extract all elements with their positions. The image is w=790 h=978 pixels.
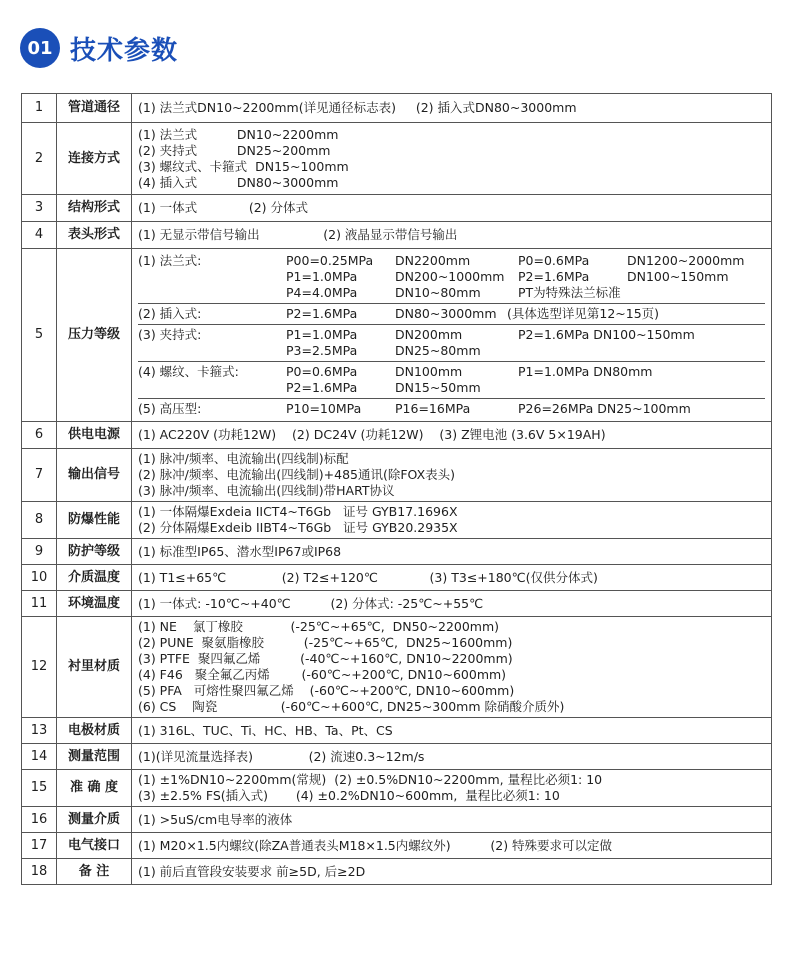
row-value: (1) >5uS/cm电导率的液体: [132, 807, 772, 833]
row-label: 介质温度: [57, 565, 132, 591]
table-row: [22, 222, 772, 249]
table-row: [22, 565, 772, 591]
row-label: 电气接口: [57, 833, 132, 859]
pressure-flange: (1) 法兰式: P00=0.25MPa DN2200mm P0=0.6MPa DN1200~2000mm P1=1.0MPa DN200~1000mm P2=1.6MPa DN100~150mm P4=4.0MPa DN10~80mm PT为特殊法兰标准: [138, 251, 765, 304]
row-value: (1) 法兰式DN10~2200mm(详见通径标志表) (2) 插入式DN80~3000mm: [132, 94, 772, 123]
row-number: 2: [22, 123, 57, 195]
pressure-wafer: (3) 夹持式: P1=1.0MPa DN200mm P2=1.6MPa DN100~150mm P3=2.5MPa DN25~80mm: [138, 325, 765, 362]
row-value: (1) 一体隔爆Exdeia IICT4~T6Gb 证号 GYB17.1696X (2) 分体隔爆Exdeib IIBT4~T6Gb 证号 GYB20.2935X: [132, 502, 772, 539]
table-row: [22, 744, 772, 770]
row-label: 准 确 度: [57, 770, 132, 807]
table-row: [22, 859, 772, 885]
row-label: 结构形式: [57, 195, 132, 222]
row-label: 输出信号: [57, 449, 132, 502]
section-title: 技术参数: [70, 35, 179, 66]
row-label: 供电电源: [57, 422, 132, 449]
section-number-badge: 01: [20, 28, 60, 68]
row-number: 17: [22, 833, 57, 859]
row-number: 1: [22, 94, 57, 123]
table-row: [22, 422, 772, 449]
row-label: 测量介质: [57, 807, 132, 833]
table-row: [22, 617, 772, 718]
row-value: (1) 前后直管段安装要求 前≥5D, 后≥2D: [132, 859, 772, 885]
row-number: 10: [22, 565, 57, 591]
row-number: 11: [22, 591, 57, 617]
row-label: 表头形式: [57, 222, 132, 249]
row-number: 16: [22, 807, 57, 833]
row-number: 14: [22, 744, 57, 770]
row-number: 9: [22, 539, 57, 565]
table-row: [22, 502, 772, 539]
spec-table: [21, 93, 772, 885]
table-row: [22, 449, 772, 502]
row-label: 防爆性能: [57, 502, 132, 539]
row-number: 5: [22, 249, 57, 422]
row-label: 压力等级: [57, 249, 132, 422]
row-value: (1)(详见流量选择表) (2) 流速0.3~12m/s: [132, 744, 772, 770]
row-value: (1) 脉冲/频率、电流输出(四线制)标配 (2) 脉冲/频率、电流输出(四线制)+485通讯(除FOX表头) (3) 脉冲/频率、电流输出(四线制)带HART协议: [132, 449, 772, 502]
table-row: [22, 591, 772, 617]
pressure-high: (5) 高压型: P10=10MPa P16=16MPa P26=26MPa DN25~100mm: [138, 401, 691, 416]
row-label: 衬里材质: [57, 617, 132, 718]
pressure-levels: [132, 249, 772, 422]
row-number: 12: [22, 617, 57, 718]
row-value: (1) 标准型IP65、潜水型IP67或IP68: [132, 539, 772, 565]
row-value: (1) 一体式 (2) 分体式: [132, 195, 772, 222]
row-value: (1) ±1%DN10~2200mm(常规) (2) ±0.5%DN10~2200mm, 量程比必须1: 10 (3) ±2.5% FS(插入式) (4) ±0.2%DN10~600mm, 量程比必须1: 10: [132, 770, 772, 807]
row-label: 备 注: [57, 859, 132, 885]
table-row: [22, 770, 772, 807]
row-value: (1) 无显示带信号输出 (2) 液晶显示带信号输出: [132, 222, 772, 249]
table-row: [22, 195, 772, 222]
row-value: (1) 316L、TUC、Ti、HC、HB、Ta、Pt、CS: [132, 718, 772, 744]
row-number: 6: [22, 422, 57, 449]
row-label: 环境温度: [57, 591, 132, 617]
row-label: 连接方式: [57, 123, 132, 195]
row-number: 13: [22, 718, 57, 744]
row-value: (1) M20×1.5内螺纹(除ZA普通表头M18×1.5内螺纹外) (2) 特殊要求可以定做: [132, 833, 772, 859]
pressure-thread-clamp: (4) 螺纹、卡箍式: P0=0.6MPa DN100mm P1=1.0MPa DN80mm P2=1.6MPa DN15~50mm: [138, 362, 765, 399]
table-row: [22, 123, 772, 195]
table-row: [22, 807, 772, 833]
section-header: [20, 26, 178, 70]
row-label: 管道通径: [57, 94, 132, 123]
row-label: 测量范围: [57, 744, 132, 770]
table-row: [22, 539, 772, 565]
row-label: 防护等级: [57, 539, 132, 565]
row-value: (1) 法兰式 DN10~2200mm (2) 夹持式 DN25~200mm (3) 螺纹式、卡箍式 DN15~100mm (4) 插入式 DN80~3000mm: [132, 123, 772, 195]
row-value: (1) T1≤+65℃ (2) T2≤+120℃ (3) T3≤+180℃(仅供分体式): [132, 565, 772, 591]
row-number: 3: [22, 195, 57, 222]
row-value: (1) NE 氯丁橡胶 (-25℃~+65℃, DN50~2200mm) (2) PUNE 聚氨脂橡胶 (-25℃~+65℃, DN25~1600mm) (3) PTFE 聚四氟乙烯 (-40℃~+160℃, DN10~2200mm) (4) F46 聚全氟乙丙烯 (-60℃~+200℃, DN10~600mm) (5) PFA 可熔性聚四氟乙烯 (-60℃~+200℃, DN10~600mm) (6) CS 陶瓷 (-60℃~+600℃, DN25~300mm 除硝酸介质外): [132, 617, 772, 718]
table-row: [22, 833, 772, 859]
table-row: [22, 249, 772, 422]
row-number: 15: [22, 770, 57, 807]
table-row: [22, 94, 772, 123]
row-number: 18: [22, 859, 57, 885]
row-number: 4: [22, 222, 57, 249]
row-value: (1) AC220V (功耗12W) (2) DC24V (功耗12W) (3) Z锂电池 (3.6V 5×19AH): [132, 422, 772, 449]
row-label: 电极材质: [57, 718, 132, 744]
row-number: 8: [22, 502, 57, 539]
table-row: [22, 718, 772, 744]
row-value: (1) 一体式: -10℃~+40℃ (2) 分体式: -25℃~+55℃: [132, 591, 772, 617]
pressure-insertion: (2) 插入式: P2=1.6MPa DN80~3000mm (具体选型详见第12~15页): [138, 304, 765, 325]
row-number: 7: [22, 449, 57, 502]
